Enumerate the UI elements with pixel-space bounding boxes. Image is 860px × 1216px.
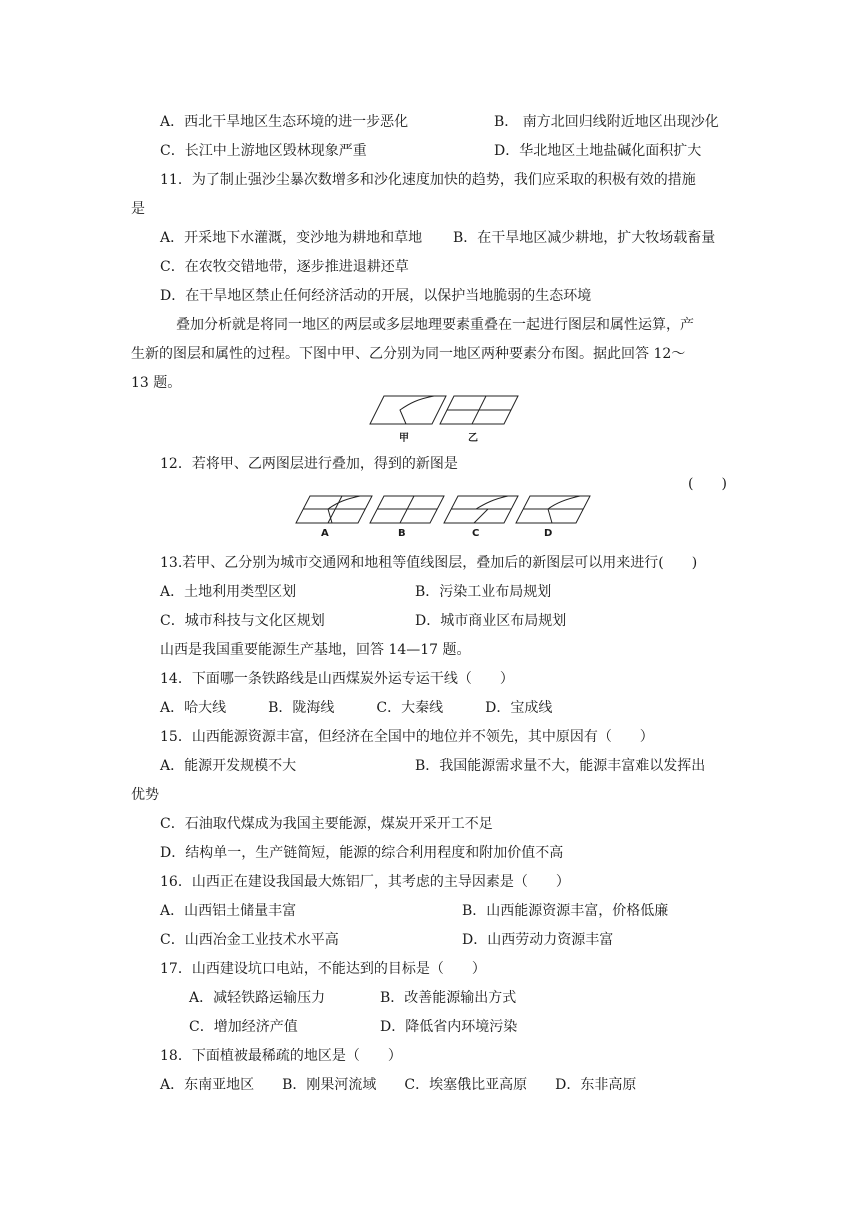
layer-jia-shape [370,396,446,424]
q13-option-d: D．城市商业区布局规划 [415,613,567,629]
option-c-shape [444,496,518,523]
q11-stem-cont: 是 [131,201,145,217]
q15-option-b: B．我国能源需求量不大，能源丰富难以发挥出 [415,758,706,774]
q12-answer-paren: ( ) [688,476,727,492]
q11-stem: 11．为了制止强沙尘暴次数增多和沙化速度加快的趋势，我们应采取的积极有效的措施 [160,172,696,188]
intro-12-line1: 叠加分析就是将同一地区的两层或多层地理要素重叠在一起进行图层和属性运算，产 [176,317,694,333]
option-b-shape [370,496,444,523]
q15-option-b-cont: 优势 [131,787,159,803]
q13-option-b: B．污染工业布局规划 [415,584,552,600]
option-c-label: C [472,528,480,539]
layer-jia-line [400,396,434,424]
q13-stem: 13.若甲、乙分别为城市交通网和地租等值线图层，叠加后的新图层可以用来进行( ) [160,555,698,571]
q11-option-c: C．在农牧交错地带，逐步推进退耕还草 [160,259,409,275]
intro-12-line3: 13 题。 [131,375,182,391]
q14-options: A．哈大线 B．陇海线 C．大秦线 D．宝成线 [160,700,553,716]
intro-14: 山西是我国重要能源生产基地，回答 14—17 题。 [160,642,471,658]
q15-stem: 15．山西能源资源丰富，但经济在全国中的地位并不领先，其中原因有（ ） [160,729,654,745]
layer-figure [368,395,528,443]
q10-option-a: A．西北干旱地区生态环境的进一步恶化 [160,114,409,130]
q16-option-b: B．山西能源资源丰富，价格低廉 [462,903,669,919]
q10-option-d: D．华北地区土地盐碱化面积扩大 [494,143,702,159]
option-d-shape [516,496,590,523]
option-d-label: D [544,528,553,539]
q17-option-c: C．增加经济产值 [189,1019,298,1035]
q13-option-a: A．土地利用类型区划 [160,584,297,600]
q18-options: A．东南亚地区 B．刚果河流域 C．埃塞俄比亚高原 D．东非高原 [160,1077,637,1093]
q16-option-c: C．山西冶金工业技术水平高 [160,932,339,948]
q13-option-c: C．城市科技与文化区规划 [160,613,325,629]
q15-option-d: D．结构单一，生产链简短，能源的综合利用程度和附加价值不高 [160,845,564,861]
option-b-label: B [398,528,406,539]
option-a-label: A [321,528,329,539]
q12-stem: 12．若将甲、乙两图层进行叠加，得到的新图是 [160,456,458,472]
q17-option-a: A．减轻铁路运输压力 [189,990,326,1006]
q11-option-d: D．在干旱地区禁止任何经济活动的开展，以保护当地脆弱的生态环境 [160,288,592,304]
option-a-shape [296,496,372,523]
q12-options-figure [294,494,594,540]
intro-12-line2: 生新的图层和属性的过程。下图中甲、乙分别为同一地区两种要素分布图。据此回答 12～ [131,346,686,362]
q17-option-d: D．降低省内环境污染 [380,1019,518,1035]
q10-option-c: C．长江中上游地区毁林现象严重 [160,143,367,159]
q10-option-b: B． 南方北回归线附近地区出现沙化 [494,114,719,130]
q11-option-b: B．在干旱地区减少耕地，扩大牧场载畜量 [453,230,716,246]
q14-stem: 14．下面哪一条铁路线是山西煤炭外运专运干线（ ） [160,671,514,687]
q17-stem: 17．山西建设坑口电站，不能达到的目标是（ ） [160,961,486,977]
q16-option-a: A．山西铝土储量丰富 [160,903,297,919]
q17-option-b: B．改善能源输出方式 [380,990,517,1006]
figure-label-yi: 乙 [468,433,478,444]
figure-label-jia: 甲 [399,433,409,444]
q15-option-c: C．石油取代煤成为我国主要能源，煤炭开采开工不足 [160,816,493,832]
q15-option-a: A．能源开发规模不大 [160,758,297,774]
q16-stem: 16．山西正在建设我国最大炼铝厂，其考虑的主导因素是（ ） [160,874,570,890]
q18-stem: 18．下面植被最稀疏的地区是（ ） [160,1048,402,1064]
q16-option-d: D．山西劳动力资源丰富 [462,932,614,948]
q11-option-a: A．开采地下水灌溉，变沙地为耕地和草地 [160,230,423,246]
